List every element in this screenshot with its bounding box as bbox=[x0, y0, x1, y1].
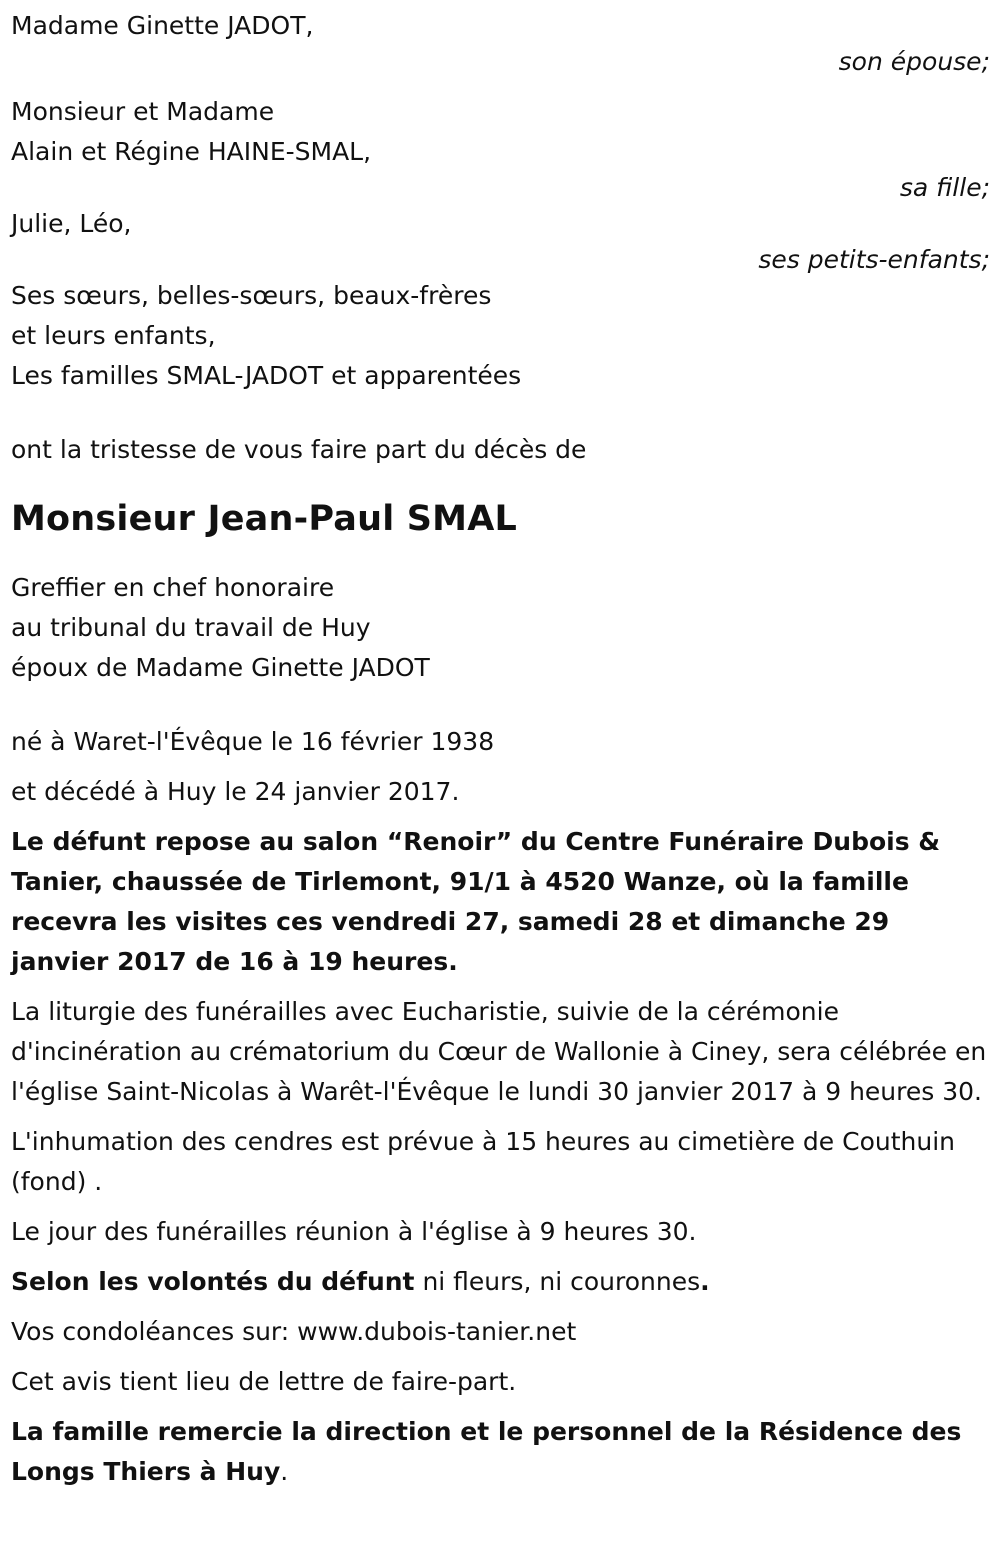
flowers-bold-text: Selon les volontés du défunt bbox=[11, 1267, 415, 1296]
wife-name: Madame Ginette JADOT, bbox=[11, 11, 314, 40]
grandchildren-relation: ses petits-enfants; bbox=[758, 245, 990, 274]
meeting-info: Le jour des funérailles réunion à l'église à 9 heures 30. bbox=[11, 1217, 697, 1246]
daughter-relation: sa fille; bbox=[899, 173, 990, 202]
wife-relation: son épouse; bbox=[838, 47, 990, 76]
announcement-text: ont la tristesse de vous faire part du décès de bbox=[11, 435, 587, 464]
liturgy-info: La liturgie des funérailles avec Eucharistie, suivie de la cérémonie d'incinération au crématorium du Cœur de Wallonie à Ciney, sera célébrée en l'église Saint-Nicolas à Warêt-l'Évêque le lundi 30 janvier 2017 à 9 heures 30. bbox=[11, 997, 987, 1106]
title-line-1: Greffier en chef honoraire bbox=[11, 573, 335, 602]
family-wife bbox=[11, 6, 990, 78]
notice-info: Cet avis tient lieu de lettre de faire-part. bbox=[11, 1367, 517, 1396]
flowers-text: ni fleurs, ni couronnes bbox=[414, 1267, 701, 1296]
burial-info: L'inhumation des cendres est prévue à 15 heures au cimetière de Couthuin (fond) . bbox=[11, 1127, 956, 1196]
deceased-name: Monsieur Jean-Paul SMAL bbox=[11, 499, 517, 539]
flowers-end: . bbox=[700, 1267, 710, 1296]
others-line-1: Ses sœurs, belles-sœurs, beaux-frères bbox=[11, 281, 492, 310]
title-line-3: époux de Madame Ginette JADOT bbox=[11, 653, 430, 682]
grandchildren-names: Julie, Léo, bbox=[11, 209, 132, 238]
title-line-2: au tribunal du travail de Huy bbox=[11, 613, 371, 642]
death-info: et décédé à Huy le 24 janvier 2017. bbox=[11, 777, 460, 806]
thanks-end: . bbox=[280, 1457, 289, 1486]
others-line-2: et leurs enfants, bbox=[11, 321, 216, 350]
others-line-3: Les familles SMAL-JADOT et apparentées bbox=[11, 361, 522, 390]
family-others bbox=[11, 276, 990, 396]
family-daughter bbox=[11, 92, 990, 204]
flowers-info bbox=[11, 1262, 990, 1302]
family-grandchildren bbox=[11, 204, 990, 276]
visitation-info: Le défunt repose au salon “Renoir” du Centre Funéraire Dubois & Tanier, chaussée de Tirlemont, 91/1 à 4520 Wanze, où la famille recevra les visites ces vendredi 27, samedi 28 et dimanche 29 janvier 2017 de 16 à 19 heures. bbox=[11, 827, 941, 976]
birth-info: né à Waret-l'Évêque le 16 février 1938 bbox=[11, 727, 495, 756]
daughter-line-2: Alain et Régine HAINE-SMAL, bbox=[11, 137, 372, 166]
thanks-bold-text: La famille remercie la direction et le personnel de la Résidence des Longs Thiers à Huy bbox=[11, 1417, 962, 1486]
deceased-titles bbox=[11, 568, 990, 688]
thanks-info bbox=[11, 1412, 990, 1492]
daughter-line-1: Monsieur et Madame bbox=[11, 97, 275, 126]
condolences-info: Vos condoléances sur: www.dubois-tanier.net bbox=[11, 1317, 577, 1346]
